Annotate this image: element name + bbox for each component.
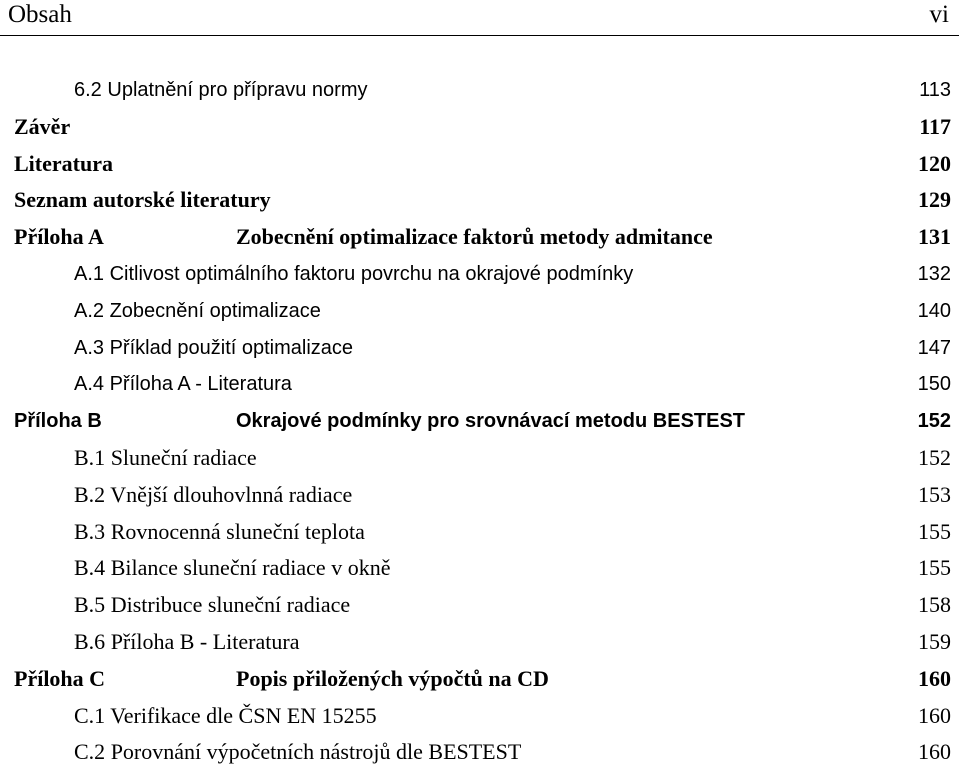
toc-section-text: Verifikace dle ČSN EN 15255	[110, 702, 377, 728]
toc-chapter-label: Příloha B	[14, 410, 102, 433]
toc-page-number: 153	[918, 481, 951, 507]
toc-section-row[interactable]	[0, 698, 959, 735]
toc-leader-dots	[294, 372, 916, 392]
toc-section-text: Rovnocenná sluneční teplota	[110, 518, 365, 544]
toc-section-number: B.4	[74, 555, 106, 581]
toc-page-number: 113	[919, 79, 951, 101]
toc-page-number: 120	[918, 150, 951, 176]
toc-section-number: B.5	[74, 592, 106, 618]
toc-page-number: 147	[917, 336, 951, 359]
toc-page-number: 159	[918, 628, 951, 654]
toc-section-text: Porovnání výpočetních nástrojů dle BESTEST	[110, 739, 522, 765]
toc-section-row[interactable]	[0, 293, 959, 330]
toc-section-number: B.1	[74, 444, 106, 470]
toc-page-number: 150	[917, 373, 951, 396]
toc-chapter-title: Závěr	[14, 113, 71, 139]
toc-section-row[interactable]	[0, 366, 959, 403]
toc-section-number: A.3	[74, 336, 105, 359]
toc-section-text: Distribuce sluneční radiace	[110, 592, 351, 618]
toc-section-row[interactable]	[0, 550, 959, 587]
toc-section-title	[74, 624, 299, 661]
toc-section-row[interactable]	[0, 330, 959, 367]
toc-chapter-row[interactable]	[0, 219, 959, 256]
toc-page-number: 152	[917, 410, 951, 433]
toc-leader-dots	[523, 739, 916, 761]
toc-section-row[interactable]	[0, 734, 959, 771]
toc-section-text: Zobecnění optimalizace	[109, 299, 321, 322]
toc-section-number: B.3	[74, 518, 106, 544]
header-page-number: vi	[929, 1, 949, 28]
toc-page-number: 140	[917, 299, 951, 322]
toc-section-text: Citlivost optimálního faktoru povrchu na okrajové podmínky	[109, 262, 634, 285]
toc-section-number: C.1	[74, 702, 106, 728]
page-header	[0, 0, 959, 36]
toc-chapter-title: Literatura	[14, 150, 113, 176]
toc-chapter-row[interactable]	[0, 109, 959, 146]
toc-section-number: A.1	[74, 262, 105, 285]
toc-section-title	[74, 72, 368, 109]
toc-leader-dots	[354, 482, 916, 504]
toc-section-title	[74, 477, 352, 514]
toc-section-number: A.4	[74, 373, 105, 396]
header-title: Obsah	[8, 1, 72, 28]
toc-leader-dots	[323, 299, 916, 319]
toc-page-number: 152	[918, 444, 951, 470]
toc-section-number: B.6	[74, 628, 106, 654]
toc-section-title	[74, 550, 390, 587]
toc-section-title	[74, 256, 633, 293]
toc-section-title	[74, 734, 521, 771]
toc-chapter-title: Zobecnění optimalizace faktorů metody admitance	[236, 224, 713, 250]
toc-section-row[interactable]	[0, 72, 959, 109]
toc-page-number: 131	[918, 224, 951, 250]
toc-leader-dots	[635, 262, 915, 282]
toc-chapter-row[interactable]	[0, 403, 959, 440]
toc-leader-dots	[352, 592, 916, 614]
toc-section-row[interactable]	[0, 477, 959, 514]
toc-section-text: Příklad použití optimalizace	[109, 336, 354, 359]
toc-chapter-row[interactable]	[0, 182, 959, 219]
toc-section-row[interactable]	[0, 624, 959, 661]
toc-section-text: Bilance sluneční radiace v okně	[110, 555, 391, 581]
toc-page-number: 132	[917, 262, 951, 285]
toc-section-title	[74, 366, 292, 403]
toc-section-text: Sluneční radiace	[110, 444, 257, 470]
toc-section-title	[74, 587, 350, 624]
toc-section-row[interactable]	[0, 440, 959, 477]
toc-page-number: 160	[918, 739, 951, 765]
toc-section-title	[74, 330, 353, 367]
toc-section-title	[74, 440, 257, 477]
toc-leader-dots	[355, 336, 916, 356]
toc-leader-dots	[367, 519, 916, 541]
toc-section-number: B.2	[74, 481, 106, 507]
toc-chapter-row[interactable]	[0, 661, 959, 698]
toc-leader-dots	[259, 445, 916, 467]
toc-chapter-row[interactable]	[0, 146, 959, 183]
toc-section-text: Uplatnění pro přípravu normy	[107, 79, 368, 101]
toc-page-number: 155	[918, 555, 951, 581]
toc-page-number: 160	[918, 665, 951, 691]
table-of-contents	[0, 72, 959, 771]
toc-section-row[interactable]	[0, 514, 959, 551]
toc-leader-dots	[370, 78, 918, 98]
toc-chapter-title: Popis přiložených výpočtů na CD	[236, 665, 549, 691]
toc-chapter-label: Příloha A	[14, 224, 104, 250]
toc-page-number: 117	[919, 113, 951, 139]
toc-leader-dots	[392, 555, 916, 577]
toc-section-number: A.2	[74, 299, 105, 322]
toc-section-text: Vnější dlouhovlnná radiace	[110, 481, 353, 507]
toc-page-number: 160	[918, 702, 951, 728]
toc-section-text: Příloha A - Literatura	[109, 373, 292, 396]
toc-page-number: 155	[918, 518, 951, 544]
toc-chapter-title: Okrajové podmínky pro srovnávací metodu BESTEST	[236, 410, 746, 433]
toc-section-text: Příloha B - Literatura	[110, 628, 300, 654]
toc-page-number: 158	[918, 592, 951, 618]
toc-page-number: 129	[918, 187, 951, 213]
toc-chapter-label: Příloha C	[14, 665, 106, 691]
toc-section-title	[74, 514, 365, 551]
toc-section-title	[74, 698, 377, 735]
toc-leader-dots	[379, 703, 916, 725]
toc-section-number: 6.2	[74, 79, 102, 101]
toc-section-row[interactable]	[0, 587, 959, 624]
toc-section-number: C.2	[74, 739, 106, 765]
toc-section-title	[74, 293, 321, 330]
toc-chapter-title: Seznam autorské literatury	[14, 187, 271, 213]
toc-leader-dots	[301, 629, 916, 651]
toc-section-row[interactable]	[0, 256, 959, 293]
